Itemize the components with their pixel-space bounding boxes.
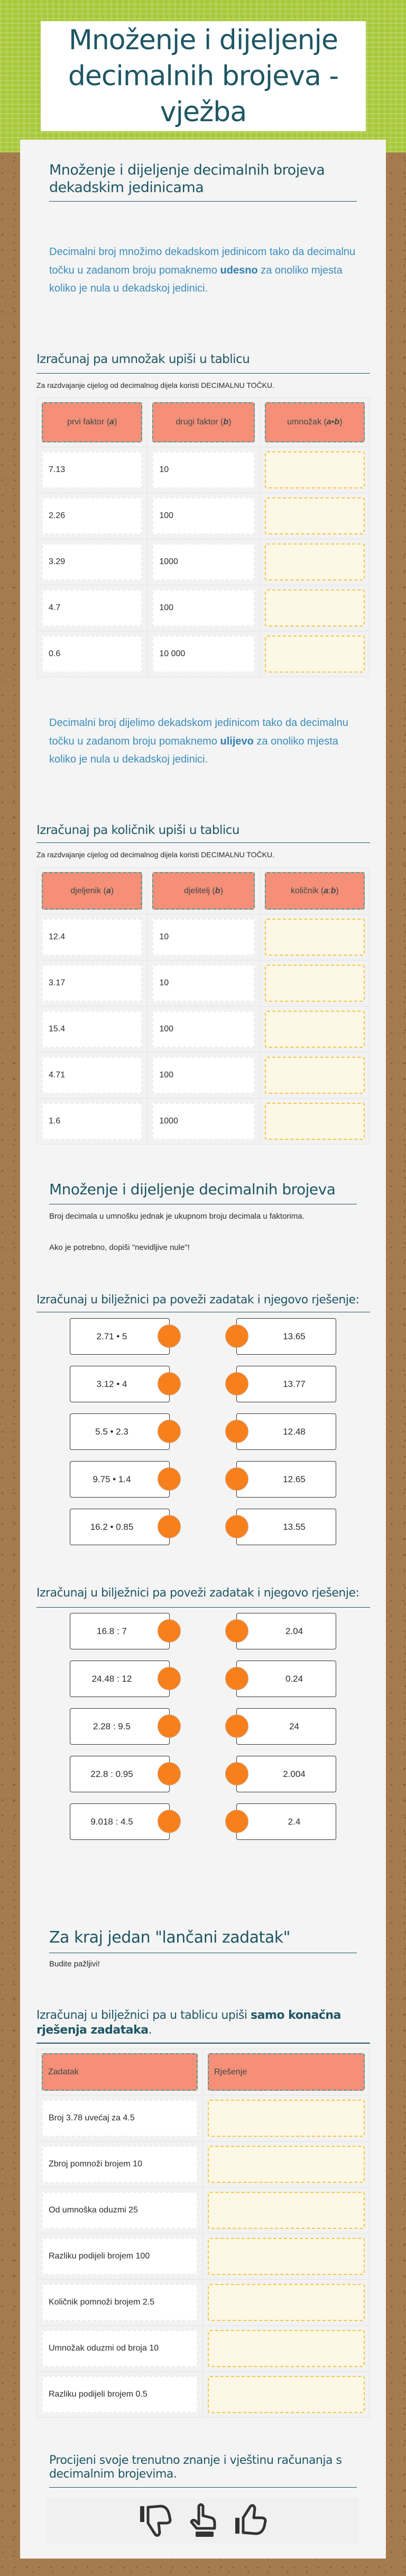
given-value: 1000 — [152, 543, 254, 580]
table-cell — [147, 1053, 259, 1098]
answer-card: 12.65 — [236, 1461, 336, 1498]
connector-handle[interactable] — [158, 1515, 181, 1538]
variable-label: b — [334, 418, 340, 427]
table-header-row — [37, 2049, 370, 2095]
given-value: 100 — [152, 589, 254, 627]
table-cell — [37, 2280, 202, 2325]
answer-card: 13.55 — [236, 1509, 336, 1545]
table-row — [37, 585, 370, 631]
table-row — [37, 447, 370, 493]
table-header-row — [37, 868, 370, 914]
column-header-label: Rješenje — [214, 2067, 247, 2076]
table-cell — [147, 914, 259, 960]
table-cell — [260, 1099, 370, 1144]
answer-input[interactable] — [265, 965, 365, 1002]
answer-card: 24 — [236, 1708, 336, 1745]
header-cell — [37, 868, 147, 914]
table-cell — [260, 539, 370, 585]
column-header-label: drugi faktor ( — [176, 418, 224, 427]
header-cell — [260, 868, 370, 914]
column-header — [42, 402, 142, 442]
table-cell — [202, 2142, 370, 2187]
answer-input[interactable] — [265, 589, 365, 627]
given-value: Količnik pomnoži brojem 2.5 — [42, 2284, 198, 2321]
connector-handle[interactable] — [158, 1325, 181, 1348]
table-row — [37, 2095, 370, 2141]
divider — [36, 2043, 370, 2044]
chain-task-table — [36, 2048, 370, 2418]
table-cell — [37, 2096, 202, 2141]
section-note: Budite pažljivi! — [49, 1960, 100, 1969]
answer-input[interactable] — [265, 1011, 365, 1048]
table-cell — [260, 914, 370, 960]
header-cell — [147, 868, 259, 914]
table-cell — [260, 447, 370, 493]
header-cell — [37, 2049, 202, 2095]
table-cell — [37, 2142, 202, 2187]
column-header-label: ) — [339, 418, 343, 427]
variable-label: b — [215, 886, 220, 895]
table-heading: Izračunaj pa količnik upiši u tablicu — [36, 823, 239, 837]
connector-handle[interactable] — [225, 1420, 248, 1443]
table-cell — [37, 1099, 147, 1144]
table-cell — [260, 493, 370, 539]
column-header-label: umnožak ( — [287, 418, 327, 427]
table-row — [37, 493, 370, 539]
table-cell — [37, 447, 147, 493]
variable-label: a — [106, 886, 111, 895]
connector-handle[interactable] — [225, 1515, 248, 1538]
connector-handle[interactable] — [225, 1667, 248, 1690]
match-heading: Izračunaj u bilježnici pa poveži zadatak i njegovo rješenje: — [36, 1293, 359, 1307]
table-cell — [260, 585, 370, 631]
table-cell — [147, 1099, 259, 1144]
table-header-row — [37, 398, 370, 447]
connector-handle[interactable] — [225, 1715, 248, 1738]
connector-handle[interactable] — [225, 1325, 248, 1348]
answer-input[interactable] — [208, 2192, 365, 2229]
column-header — [265, 402, 365, 442]
table-row — [37, 1052, 370, 1098]
answer-card: 0.24 — [236, 1661, 336, 1697]
answer-input[interactable] — [208, 2376, 365, 2413]
answer-card: 2.4 — [236, 1803, 336, 1840]
answer-card: 2.04 — [236, 1613, 336, 1649]
column-header-label: ) — [220, 886, 223, 895]
task-card: 16.8 : 7 — [70, 1613, 170, 1649]
given-value: 100 — [152, 1057, 254, 1094]
table-row — [37, 2279, 370, 2325]
table-cell — [37, 539, 147, 585]
given-value: 100 — [152, 497, 254, 534]
table-cell — [37, 631, 147, 677]
section-heading: Množenje i dijeljenje decimalnih brojeva — [49, 1181, 336, 1198]
table-note: Za razdvajanje cijelog od decimalnog dijela koristi DECIMALNU TOČKU. — [36, 850, 275, 859]
header-cell — [202, 2049, 370, 2095]
page-title: Množenje i dijeljenje decimalnih brojeva - vježba — [68, 24, 339, 128]
rating-heading: Procijeni svoje trenutno znanje i vještinu računanja s decimalnim brojevima. — [49, 2454, 342, 2481]
connector-handle[interactable] — [158, 1810, 181, 1833]
self-assessment-rating — [47, 2498, 359, 2543]
given-value: 10 — [152, 919, 254, 956]
table-cell — [37, 2234, 202, 2279]
table-cell — [37, 2188, 202, 2233]
info-paragraph: Broj decimala u umnošku jednak je ukupnom broju decimala u faktorima. — [49, 1212, 304, 1221]
answer-card: 13.65 — [236, 1318, 336, 1355]
table-cell — [37, 1053, 147, 1098]
product-table — [36, 397, 370, 677]
task-card: 5.5 • 2.3 — [70, 1413, 170, 1450]
column-header-label: djeljenik ( — [70, 886, 106, 895]
answer-card: 12.48 — [236, 1413, 336, 1450]
answer-input[interactable] — [265, 1057, 365, 1094]
column-header — [208, 2053, 365, 2091]
answer-input[interactable] — [208, 2100, 365, 2137]
variable-label: b — [223, 418, 229, 427]
answer-input[interactable] — [265, 451, 365, 488]
given-value: Od umnoška oduzmi 25 — [42, 2192, 198, 2229]
table-cell — [147, 539, 259, 585]
table-cell — [260, 631, 370, 677]
table-cell — [37, 2372, 202, 2417]
given-value: 4.7 — [42, 589, 142, 627]
thumbs-up-icon[interactable] — [235, 2503, 267, 2538]
task-card: 3.12 • 4 — [70, 1366, 170, 1402]
divider — [36, 373, 370, 374]
header-banner — [0, 0, 406, 152]
column-header-label: djelitelj ( — [184, 886, 215, 895]
table-cell — [202, 2372, 370, 2417]
connector-handle[interactable] — [225, 1619, 248, 1643]
table-cell — [147, 631, 259, 677]
given-value: Broj 3.78 uvećaj za 4.5 — [42, 2100, 198, 2137]
column-header-label: ) — [228, 418, 232, 427]
divider — [36, 1607, 370, 1608]
given-value: Zbroj pomnoži brojem 10 — [42, 2146, 198, 2183]
column-header-label: • — [331, 418, 335, 427]
given-value: 100 — [152, 1011, 254, 1048]
table-cell — [202, 2280, 370, 2325]
table-row — [37, 2233, 370, 2279]
given-value: Razliku podijeli brojem 0.5 — [42, 2376, 198, 2413]
section-heading: Za kraj jedan "lančani zadatak" — [49, 1928, 290, 1947]
thumbs-down-icon[interactable] — [140, 2503, 172, 2538]
connector-handle[interactable] — [158, 1420, 181, 1443]
info-paragraph: Decimalni broj množimo dekadskom jedinicom tako da decimalnu točku u zadanom broju pomaknemo udesno za onoliko mjesta koliko je nula u dekadskoj jedinici. — [49, 246, 356, 294]
given-value: Umnožak oduzmi od broja 10 — [42, 2330, 198, 2367]
given-value: 3.17 — [42, 965, 142, 1002]
table-row — [37, 2325, 370, 2371]
variable-label: a — [326, 418, 331, 427]
task-card: 2.28 : 9.5 — [70, 1708, 170, 1745]
task-card: 24.48 : 12 — [70, 1661, 170, 1697]
column-header — [152, 872, 254, 910]
given-value: 10 000 — [152, 636, 254, 673]
task-card: 2.71 • 5 — [70, 1318, 170, 1355]
table-cell — [37, 2326, 202, 2371]
column-header — [152, 402, 254, 442]
answer-card: 2.004 — [236, 1756, 336, 1792]
header-cell — [260, 398, 370, 447]
given-value: 4.71 — [42, 1057, 142, 1094]
table-heading: Izračunaj pa umnožak upiši u tablicu — [36, 352, 250, 366]
column-header-label: Zadatak — [48, 2067, 79, 2076]
table-row — [37, 539, 370, 585]
answer-input[interactable] — [265, 919, 365, 956]
table-cell — [37, 914, 147, 960]
connector-handle[interactable] — [225, 1372, 248, 1395]
table-row — [37, 631, 370, 677]
table-cell — [260, 1006, 370, 1052]
table-row — [37, 960, 370, 1006]
task-card: 9.75 • 1.4 — [70, 1461, 170, 1498]
column-header-label: ) — [110, 886, 114, 895]
table-row — [37, 2187, 370, 2233]
answer-input[interactable] — [265, 1103, 365, 1140]
table-cell — [202, 2326, 370, 2371]
table-heading: Izračunaj u bilježnici pa u tablicu upiši samo konačna rješenja zadataka. — [36, 2009, 341, 2037]
column-header — [42, 2053, 198, 2091]
column-header — [42, 872, 142, 910]
task-card: 22.8 : 0.95 — [70, 1756, 170, 1792]
task-card: 16.2 • 0.85 — [70, 1509, 170, 1545]
table-row — [37, 2371, 370, 2417]
variable-label: b — [330, 886, 336, 895]
column-header-label: : — [328, 886, 331, 895]
quotient-table — [36, 867, 370, 1145]
given-value: 1000 — [152, 1103, 254, 1140]
table-cell — [37, 1006, 147, 1052]
table-cell — [147, 493, 259, 539]
table-cell — [37, 585, 147, 631]
column-header — [265, 872, 365, 910]
answer-input[interactable] — [265, 497, 365, 534]
divider — [49, 2487, 357, 2488]
connector-handle[interactable] — [158, 1715, 181, 1738]
task-card: 9.018 : 4.5 — [70, 1803, 170, 1840]
connector-handle[interactable] — [225, 1467, 248, 1491]
table-row — [37, 914, 370, 960]
info-paragraph: Ako je potrebno, dopiši "nevidljive nule"! — [49, 1243, 190, 1252]
answer-input[interactable] — [208, 2146, 365, 2183]
given-value: 2.26 — [42, 497, 142, 534]
answer-input[interactable] — [208, 2238, 365, 2275]
variable-label: a — [324, 886, 329, 895]
given-value: 10 — [152, 451, 254, 488]
connector-handle[interactable] — [225, 1810, 248, 1833]
given-value: 3.29 — [42, 543, 142, 580]
given-value: Razliku podijeli brojem 100 — [42, 2238, 198, 2275]
column-header-label: prvi faktor ( — [67, 418, 110, 427]
table-row — [37, 2141, 370, 2187]
section-heading: Množenje i dijeljenje decimalnih brojeva dekadskim jedinicama — [49, 162, 325, 196]
column-header-label: ) — [114, 418, 117, 427]
connector-handle[interactable] — [158, 1667, 181, 1690]
table-cell — [260, 1053, 370, 1098]
given-value: 0.6 — [42, 636, 142, 673]
table-cell — [147, 1006, 259, 1052]
table-cell — [147, 960, 259, 1006]
answer-input[interactable] — [265, 543, 365, 580]
given-value: 12.4 — [42, 919, 142, 956]
table-cell — [147, 585, 259, 631]
match-heading: Izračunaj u bilježnici pa poveži zadatak i njegovo rješenje: — [36, 1586, 359, 1600]
variable-label: a — [109, 418, 114, 427]
divider — [49, 201, 357, 202]
table-cell — [202, 2096, 370, 2141]
table-note: Za razdvajanje cijelog od decimalnog dijela koristi DECIMALNU TOČKU. — [36, 381, 275, 389]
connector-handle[interactable] — [225, 1762, 248, 1785]
answer-input[interactable] — [208, 2330, 365, 2367]
answer-input[interactable] — [265, 636, 365, 673]
table-cell — [202, 2188, 370, 2233]
given-value: 10 — [152, 965, 254, 1002]
table-cell — [260, 960, 370, 1006]
table-row — [37, 1006, 370, 1052]
connector-handle[interactable] — [158, 1619, 181, 1643]
column-header-label: ) — [336, 886, 339, 895]
connector-handle[interactable] — [158, 1372, 181, 1395]
table-row — [37, 1098, 370, 1144]
column-header-label: količnik ( — [290, 886, 324, 895]
connector-handle[interactable] — [158, 1762, 181, 1785]
title-box — [41, 21, 366, 131]
given-value: 7.13 — [42, 451, 142, 488]
table-cell — [37, 960, 147, 1006]
header-cell — [147, 398, 259, 447]
table-cell — [37, 493, 147, 539]
connector-handle[interactable] — [158, 1467, 181, 1491]
info-paragraph: Decimalni broj dijelimo dekadskom jedinicom tako da decimalnu točku u zadanom broju pomaknemo ulijevo za onoliko mjesta koliko je nula u dekadskoj jedinici. — [49, 717, 348, 765]
answer-input[interactable] — [208, 2284, 365, 2321]
pointing-hand-icon[interactable] — [187, 2503, 220, 2538]
answer-card: 13.77 — [236, 1366, 336, 1402]
table-cell — [147, 447, 259, 493]
given-value: 1.6 — [42, 1103, 142, 1140]
given-value: 15.4 — [42, 1011, 142, 1048]
table-cell — [202, 2234, 370, 2279]
header-cell — [37, 398, 147, 447]
divider — [36, 842, 370, 843]
